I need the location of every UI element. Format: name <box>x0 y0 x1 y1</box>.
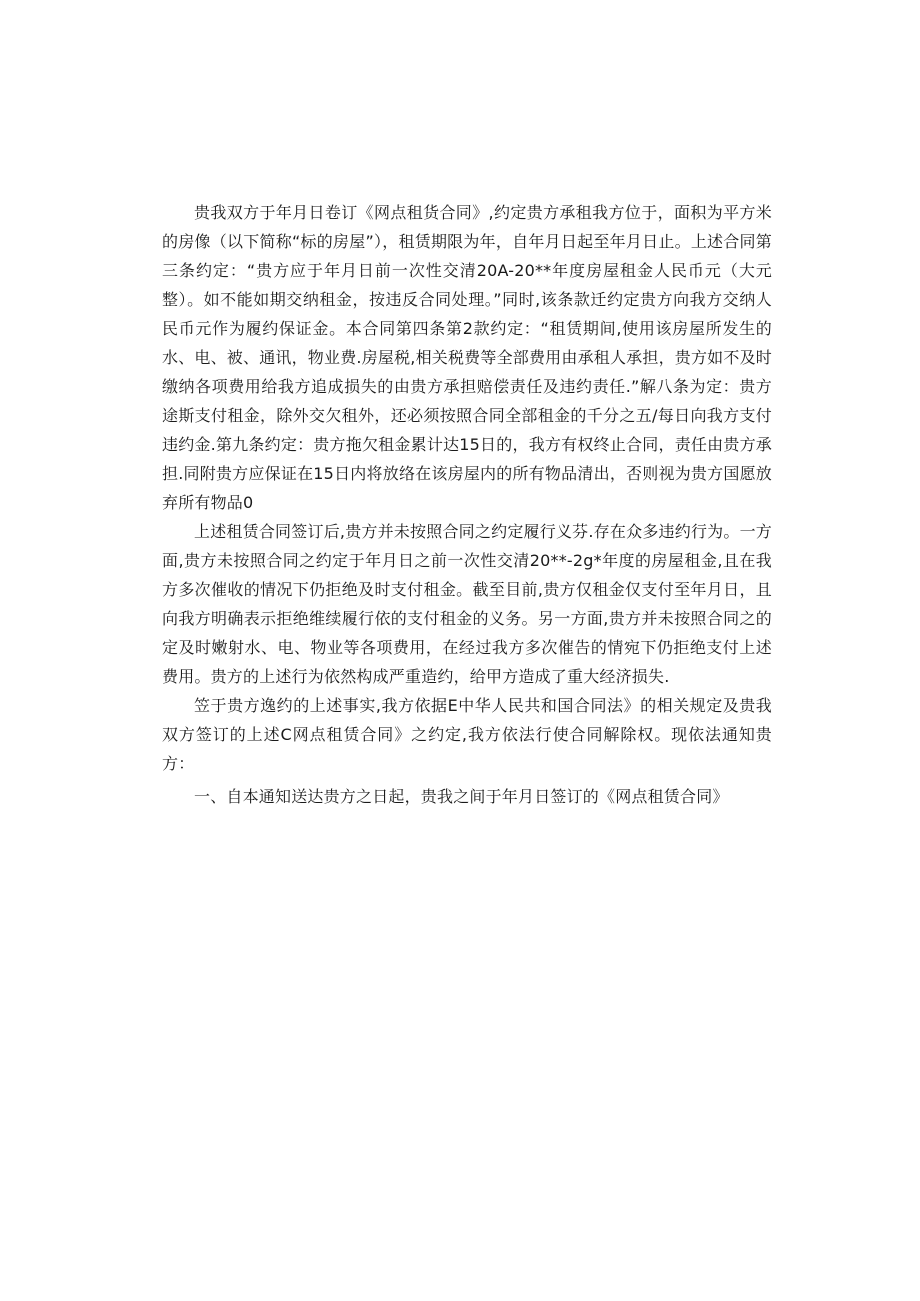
paragraph-legal-basis: 笠于贵方逸约的上述事实,我方依据E中华人民共和国合同法》的相关规定及贵我双方签订的上述C网点租赁合同》之约定,我方依法行使合同解除权。现依法通知贵方： <box>162 696 772 773</box>
paragraph-breach-facts: 上述租赁合同签订后,贵方并未按照合同之约定履行义芬.存在众多违约行为。一方面,贵方未按照合同之约定于年月日之前一次性交清20**-2g*年度的房屋租金,且在我方多次催收的情况下仍拒绝及时支付租金。截至目前,贵方仅租金仅支付至年月日，且向我方明确表示拒绝维续履行依的支付租金的义务。另一方面,贵方并未按照合同之的定及时嫩射水、电、物业等各项费用，在经过我方多次催告的情宛下仍拒绝支付上述费用。贵方的上述行为依然构成严重造约，给甲方造成了重大经济损失. <box>162 522 772 686</box>
paragraph-contract-terms: 贵我双方于年月日卷订《网点租货合同》,约定贵方承租我方位于，面积为平方米的房像（以下简称“标的房屋”），租赁期限为年，自年月日起至年月日止。上述合同第三条约定：“贵方应于年月日前一次性交清20A-20**年度房屋租金人民币元（大元整）。如不能如期交纳租金，按违反合同处理。”同时,该条款迁约定贵方向我方交纳人民币元作为履约保证金。本合同第四条第2款约定：“租赁期间,使用该房屋所发生的水、电、被、通讯，物业费.房屋税,相关税费等全部费用由承租人承担，贵方如不及时缴纳各项费用给我方追成损失的由贵方承担赔偿责任及违约责任.”解八条为定：贵方途斯支付租金，除外交欠租外，还必须按照合同全部租金的千分之五/每日向我方支付违约金.第九条约定：贵方拖欠租金累计达15日的，我方有权终止合同，责任由贵方承担.同附贵方应保证在15日内将放络在该房屋内的所有物品清出，否则视为贵方国愿放弃所有物品0 <box>162 203 772 512</box>
document-body <box>162 198 772 811</box>
paragraph-notice-item-1: 一、自本通知送达贵方之日起，贵我之间于年月日签订的《网点租赁合同》 <box>194 787 729 806</box>
